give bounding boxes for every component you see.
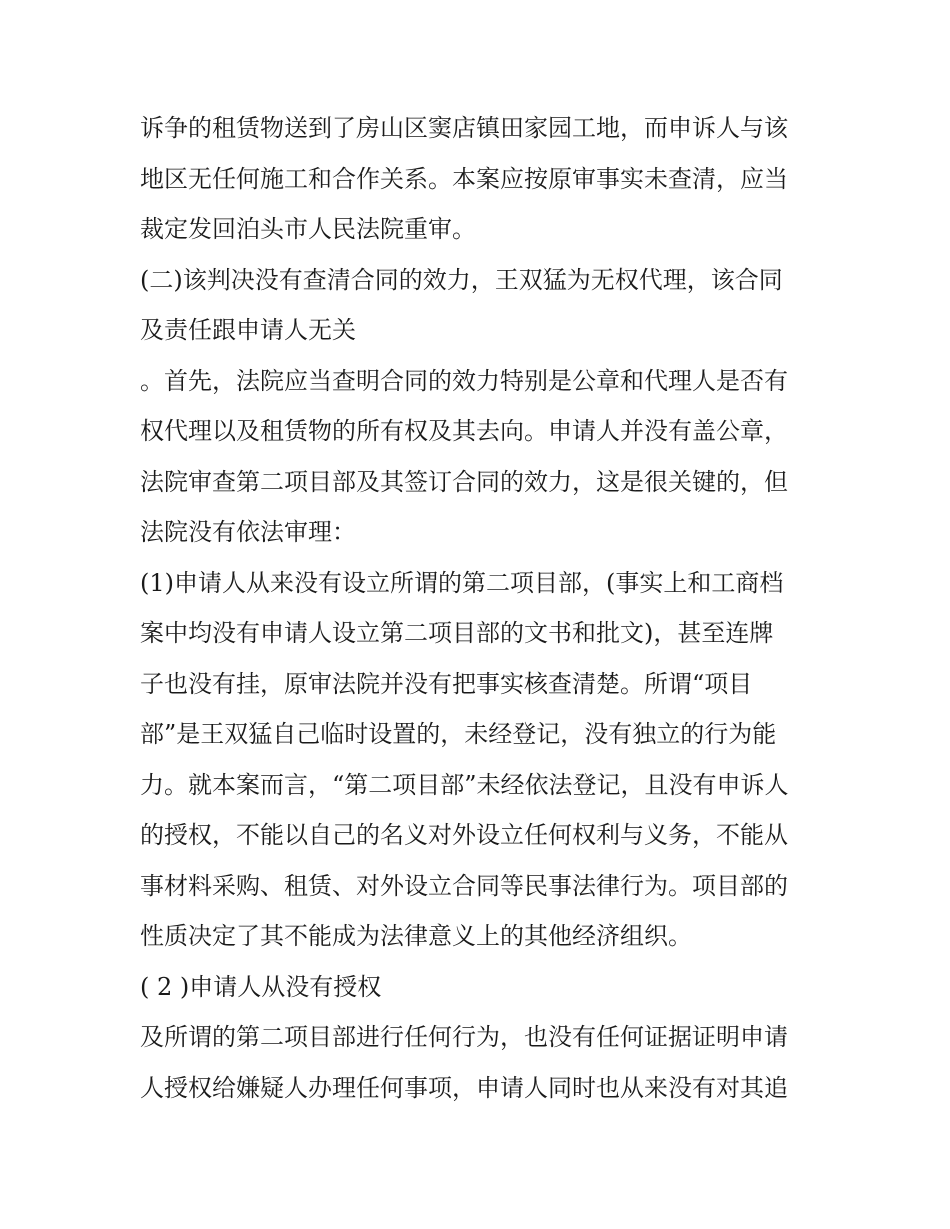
document-body <box>140 103 820 1113</box>
text-line: 及所谓的第二项目部进行任何行为，也没有任何证据证明申请 <box>140 1023 788 1051</box>
text-line: ( 2 )申请人从没有授权 <box>140 972 382 1001</box>
text-line: 。首先，法院应当查明合同的效力特别是公章和代理人是否有 <box>140 366 788 395</box>
text-line: 人授权给嫌疑人办理任何事项，申请人同时也从来没有对其追 <box>140 1073 788 1102</box>
text-line: 及责任跟申请人无关 <box>140 316 356 344</box>
text-line: 力。就本案而言，“第二项目部”未经依法登记，且没有申诉人 <box>140 770 789 799</box>
text-line: 法院审查第二项目部及其签订合同的效力，这是很关键的，但 <box>140 467 788 496</box>
text-line: 权代理以及租赁物的所有权及其去向。申请人并没有盖公章， <box>140 417 788 445</box>
text-line: 性质决定了其不能成为法律意义上的其他经济组织。 <box>140 922 692 950</box>
text-line: 裁定发回泊头市人民法院重审。 <box>140 215 476 243</box>
text-line: 部”是王双猛自己临时设置的，未经登记，没有独立的行为能 <box>140 720 777 748</box>
text-line: 案中均没有申请人设立第二项目部的文书和批文)，甚至连牌 <box>140 619 774 647</box>
text-line: (二)该判决没有查清合同的效力，王双猛为无权代理，该合同 <box>140 265 783 294</box>
text-line: (1)申请人从来没有设立所谓的第二项目部，(事实上和工商档 <box>140 568 784 597</box>
text-line: 地区无任何施工和合作关系。本案应按原审事实未查清，应当 <box>140 164 788 193</box>
text-line: 法院没有依法审理： <box>140 518 356 546</box>
text-line: 诉争的租赁物送到了房山区窦店镇田家园工地，而申诉人与该 <box>140 114 788 142</box>
text-line: 子也没有挂，原审法院并没有把事实核查清楚。所谓“项目 <box>140 669 753 698</box>
text-line: 的授权，不能以自己的名义对外设立任何权利与义务，不能从 <box>140 821 788 849</box>
text-line: 事材料采购、租赁、对外设立合同等民事法律行为。项目部的 <box>140 871 788 900</box>
